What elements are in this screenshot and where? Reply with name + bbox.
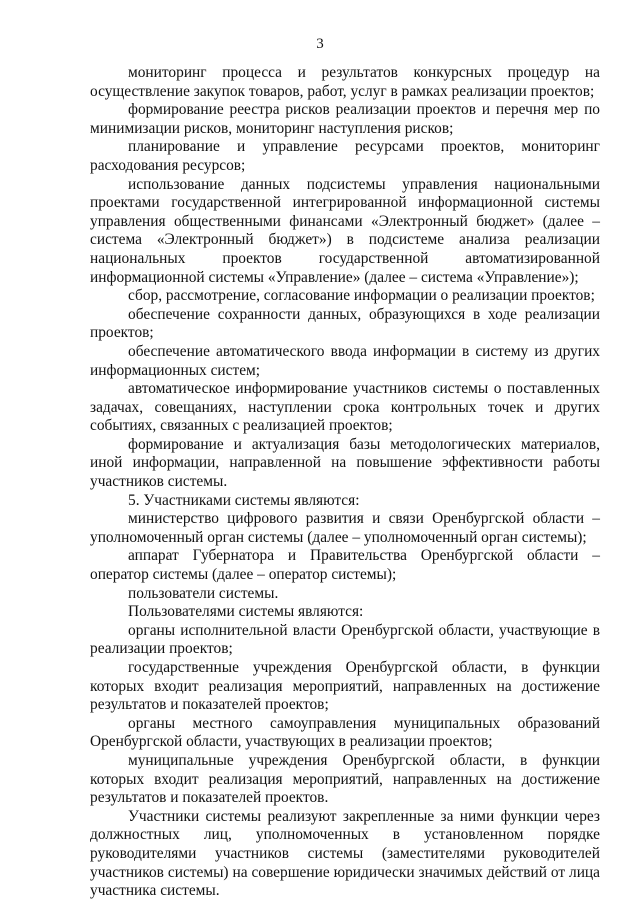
text-line: мониторинг процесса и результатов конкурсных процедур на xyxy=(128,64,600,81)
text-line: которых входит реализация мероприятий, направленных на достижение xyxy=(90,770,600,788)
text-line: минимизации рисков, мониторинг наступления рисков; xyxy=(90,119,454,137)
text-line: расходования ресурсов; xyxy=(90,156,246,174)
text-line: автоматическое информирование участников системы о поставленных xyxy=(128,380,600,398)
text-line: задачах, совещаниях, наступлении срока контрольных точек и других xyxy=(90,398,600,416)
text-line: пользователи системы. xyxy=(128,584,279,602)
text-line: формирование реестра рисков реализации проектов и перечня мер по xyxy=(128,101,600,119)
text-line: органы местного самоуправления муниципальных образований xyxy=(128,714,600,732)
text-line: информационной системы «Управление» (далее – система «Управление»); xyxy=(90,268,579,286)
text-line: оператор системы (далее – оператор системы); xyxy=(90,566,397,584)
text-line: министерство цифрового развития и связи Оренбургской области – xyxy=(128,510,600,528)
text-line: национальных проектов государственной автоматизированной xyxy=(90,249,600,267)
text-line: участников системы. xyxy=(90,473,228,491)
text-line: информационных систем; xyxy=(90,361,261,379)
text-line: обеспечение автоматического ввода информации в систему из других xyxy=(128,342,600,360)
text-line: участников системы) на совершение юридически значимых действий от лица xyxy=(90,863,600,881)
page-number: 3 xyxy=(316,36,324,52)
text-line: участника системы. xyxy=(90,882,220,900)
text-line: формирование и актуализация базы методологических материалов, xyxy=(128,435,600,453)
text-line: сбор, рассмотрение, согласование информации о реализации проектов; xyxy=(128,287,595,305)
document-body xyxy=(90,64,600,901)
text-line: уполномоченный орган системы (далее – уполномоченный орган системы); xyxy=(90,528,587,546)
text-line: которых входит реализация мероприятий, направленных на достижение xyxy=(90,677,600,695)
text-line: аппарат Губернатора и Правительства Оренбургской области – xyxy=(128,547,600,565)
text-line: осуществление закупок товаров, работ, услуг в рамках реализации проектов; xyxy=(90,82,595,100)
text-line: 5. Участниками системы являются: xyxy=(128,491,360,509)
text-line: иной информации, направленной на повышение эффективности работы xyxy=(90,454,600,472)
text-line: проектов; xyxy=(90,324,154,342)
text-line: обеспечение сохранности данных, образующихся в ходе реализации xyxy=(128,305,600,323)
text-line: государственные учреждения Оренбургской области, в функции xyxy=(128,659,600,676)
text-line: должностных лиц, уполномоченных в установленном порядке xyxy=(90,826,600,844)
text-line: результатов и показателей проектов; xyxy=(90,696,329,714)
text-line: система «Электронный бюджет») в подсистеме анализа реализации xyxy=(90,231,600,249)
text-line: Участники системы реализуют закрепленные за ними функции через xyxy=(128,807,600,825)
text-line: руководителями участников системы (заместителями руководителей xyxy=(90,844,600,862)
text-line: результатов и показателей проектов. xyxy=(90,789,329,807)
text-line: событиях, связанных с реализацией проектов; xyxy=(90,417,393,435)
text-line: муниципальные учреждения Оренбургской области, в функции xyxy=(128,751,600,769)
text-line: Оренбургской области, участвующих в реализации проектов; xyxy=(90,733,493,751)
text-line: реализации проектов; xyxy=(90,640,233,658)
text-line: планирование и управление ресурсами проектов, мониторинг xyxy=(128,138,600,156)
text-line: проектами государственной интегрированной информационной системы xyxy=(90,194,600,212)
text-line: использование данных подсистемы управления национальными xyxy=(128,175,600,193)
text-line: управления общественными финансами «Электронный бюджет» (далее – xyxy=(90,212,600,230)
text-line: органы исполнительной власти Оренбургской области, участвующие в xyxy=(128,621,600,639)
text-line: Пользователями системы являются: xyxy=(128,603,364,621)
